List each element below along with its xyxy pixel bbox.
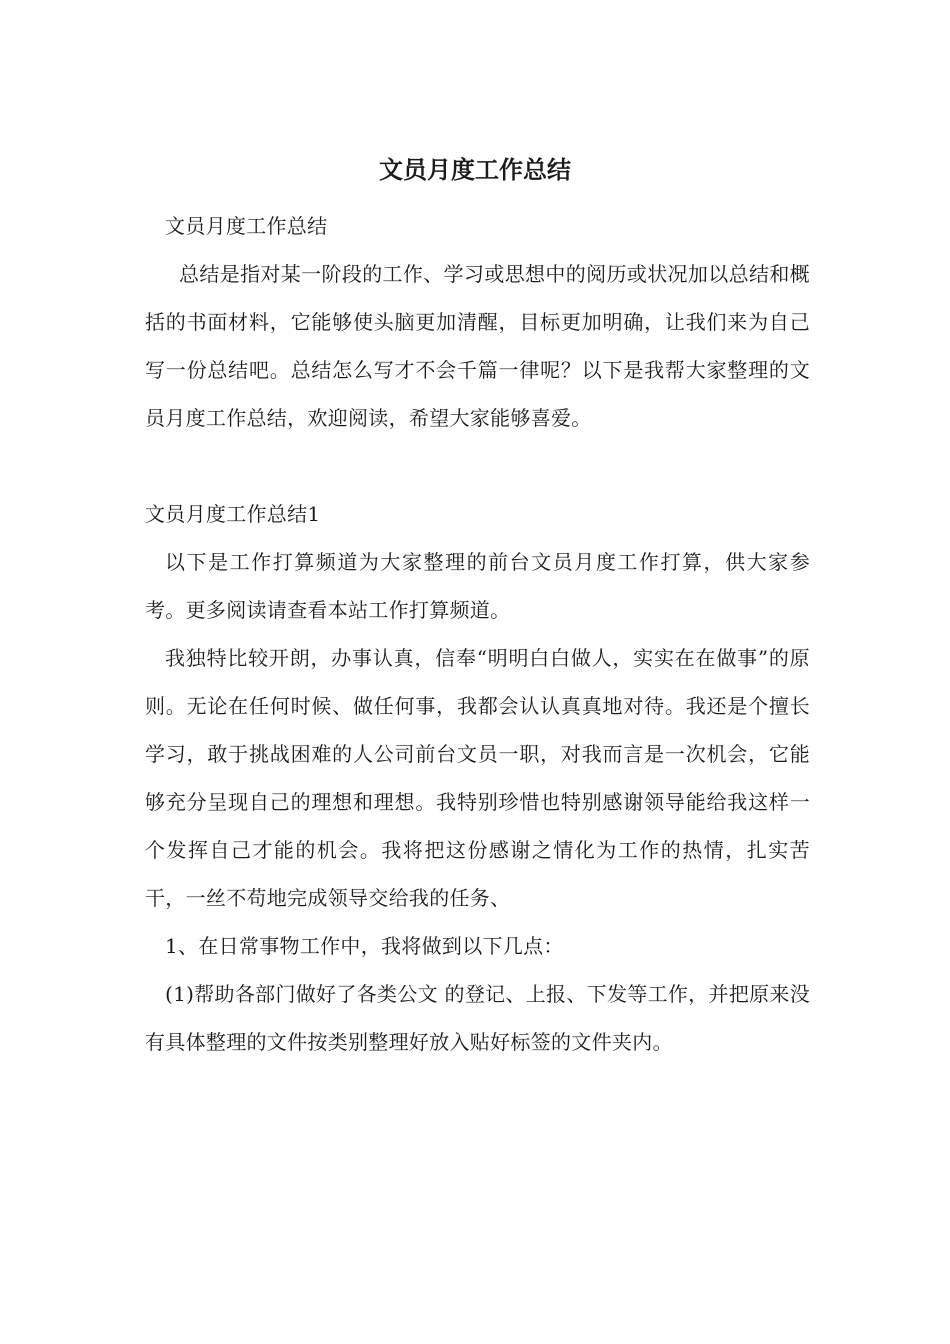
body-paragraph: 以下是工作打算频道为大家整理的前台文员月度工作打算，供大家参考。更多阅读请查看本站工作打算频道。	[145, 550, 810, 622]
intro-paragraph: 总结是指对某一阶段的工作、学习或思想中的阅历或状况加以总结和概括的书面材料，它能够使头脑更加清醒，目标更加明确，让我们来为自己写一份总结吧。总结怎么写才不会千篇一律呢？以下是我帮大家整理的文员月度工作总结，欢迎阅读，希望大家能够喜爱。	[145, 262, 810, 430]
list-item: 1、在日常事物工作中，我将做到以下几点：	[165, 934, 564, 958]
document-body	[145, 202, 810, 1066]
document-title: 文员月度工作总结	[379, 156, 571, 184]
body-paragraph: 我独特比较开朗，办事认真，信奉“明明白白做人，实实在在做事”的原则。无论在任何时候、做任何事，我都会认认真真地对待。我还是个擅长学习，敢于挑战困难的人公司前台文员一职，对我而言是一次机会，它能够充分呈现自己的理想和理想。我特别珍惜也特别感谢领导能给我这样一个发挥自己才能的机会。我将把这份感谢之情化为工作的热情，扎实苦干，一丝不苟地完成领导交给我的任务、	[145, 646, 810, 910]
section-heading: 文员月度工作总结1	[145, 502, 321, 526]
list-item: (1)帮助各部门做好了各类公文 的登记、上报、下发等工作，并把原来没有具体整理的文件按类别整理好放入贴好标签的文件夹内。	[145, 982, 810, 1054]
document-subtitle: 文员月度工作总结	[165, 214, 328, 238]
